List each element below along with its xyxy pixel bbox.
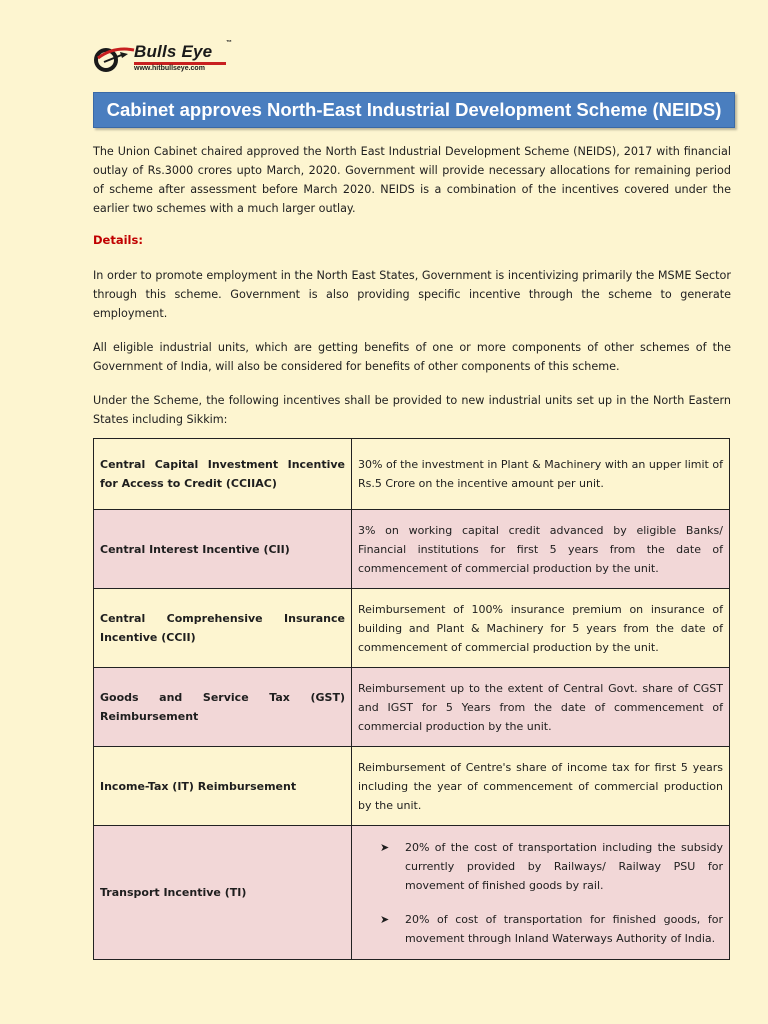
- table-row: [94, 510, 730, 589]
- incentive-name: Goods and Service Tax (GST) Reimbursement: [94, 668, 352, 747]
- incentive-name: Central Comprehensive Insurance Incentive (CCII): [94, 589, 352, 668]
- table-row: [94, 589, 730, 668]
- details-heading: Details:: [93, 233, 143, 247]
- scheme-intro-paragraph: Under the Scheme, the following incentives shall be provided to new industrial units set up in the North Eastern States including Sikkim:: [93, 394, 731, 426]
- trademark-mark: ™: [226, 40, 232, 46]
- eligibility-paragraph: All eligible industrial units, which are getting benefits of one or more components of other schemes of the Government of India, will also be considered for benefits of other components of this scheme.: [93, 341, 731, 373]
- arrow-bullet-icon: ➤: [380, 912, 390, 926]
- incentive-description: Reimbursement of 100% insurance premium on insurance of building and Plant & Machinery for 5 years from the date of commencement of commercial production by the unit.: [352, 589, 730, 668]
- bulls-eye-logo: [94, 40, 244, 76]
- incentive-description: 3% on working capital credit advanced by eligible Banks/ Financial institutions for first 5 years from the date of commencement of commercial production by the unit.: [352, 510, 730, 589]
- bullet-text: 20% of cost of transportation for finished goods, for movement through Inland Waterways Authority of India.: [405, 912, 723, 945]
- bullet-text: 20% of the cost of transportation including the subsidy currently provided by Railways/ Railway PSU for movement of finished goods by rail.: [405, 840, 723, 892]
- incentive-description: [352, 826, 730, 960]
- incentives-table: [93, 438, 730, 960]
- incentive-description: Reimbursement up to the extent of Central Govt. share of CGST and IGST for 5 Years from the date of commencement of commercial production by the unit.: [352, 668, 730, 747]
- intro-paragraph: The Union Cabinet chaired approved the North East Industrial Development Scheme (NEIDS), 2017 with financial outlay of Rs.3000 crores upto March, 2020. Government will provide necessary allocations for remaining period of scheme after assessment before March 2020. NEIDS is a combination of the incentives covered under the earlier two schemes with a much larger outlay.: [93, 145, 731, 215]
- incentive-name: Central Interest Incentive (CII): [94, 510, 352, 589]
- table-row: [94, 826, 730, 960]
- table-row: [94, 668, 730, 747]
- arrow-bullet-icon: ➤: [380, 840, 390, 854]
- page-title: Cabinet approves North-East Industrial Development Scheme (NEIDS): [93, 92, 735, 128]
- list-item: [380, 838, 723, 895]
- incentive-name: Central Capital Investment Incentive for Access to Credit (CCIIAC): [94, 439, 352, 510]
- incentive-description: 30% of the investment in Plant & Machinery with an upper limit of Rs.5 Crore on the incentive amount per unit.: [352, 439, 730, 510]
- logo-wordmark: Bulls Eye: [134, 42, 213, 61]
- table-row: [94, 439, 730, 510]
- incentive-name: Transport Incentive (TI): [94, 826, 352, 960]
- incentive-name: Income-Tax (IT) Reimbursement: [94, 747, 352, 826]
- employment-paragraph: In order to promote employment in the North East States, Government is incentivizing primarily the MSME Sector through this scheme. Government is also providing specific incentive through the scheme to generate employment.: [93, 269, 731, 320]
- table-row: [94, 747, 730, 826]
- logo-url: www.hitbullseye.com: [134, 65, 205, 72]
- transport-bullet-list: [358, 838, 723, 948]
- list-item: [380, 910, 723, 948]
- incentive-description: Reimbursement of Centre's share of income tax for first 5 years including the year of commencement of commercial production by the unit.: [352, 747, 730, 826]
- bullseye-swoosh-icon: [94, 42, 136, 76]
